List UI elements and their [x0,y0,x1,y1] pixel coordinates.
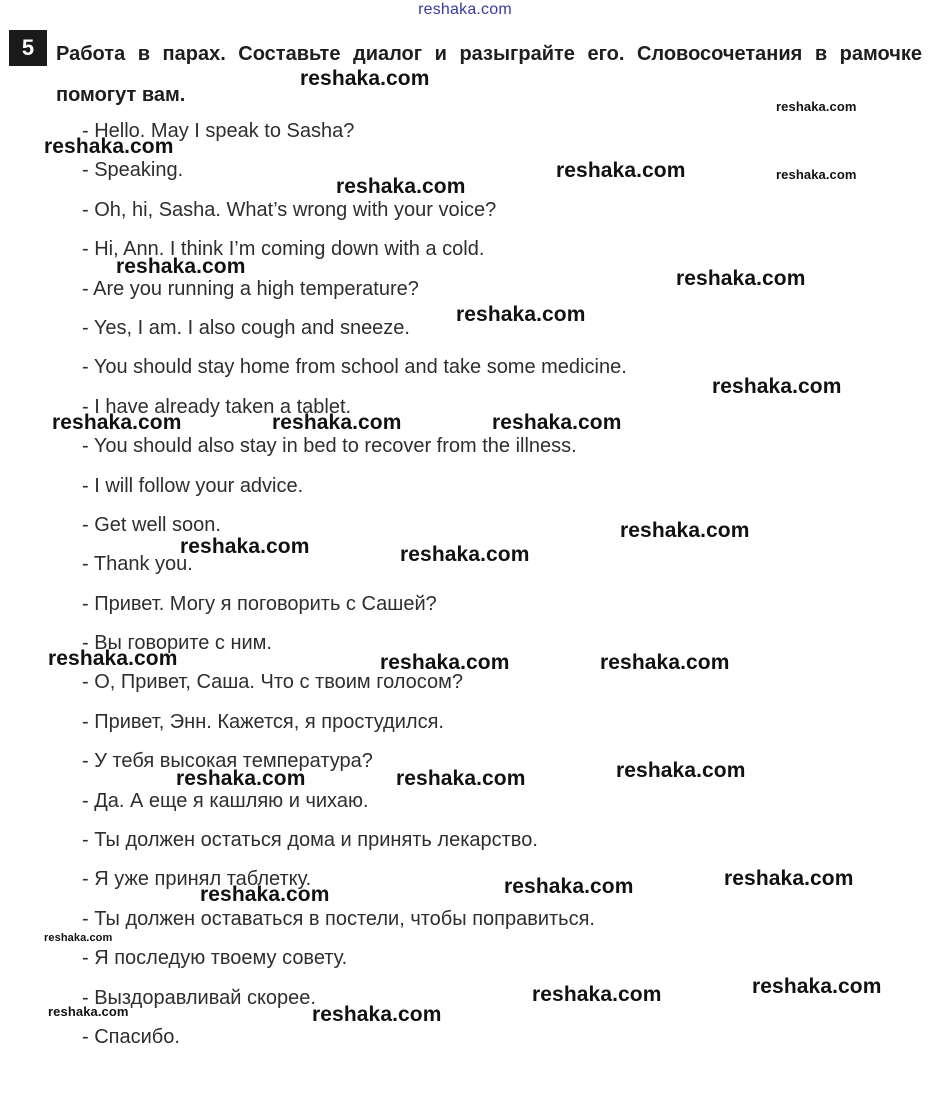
watermark: reshaka.com [776,99,857,114]
watermark: reshaka.com [300,67,430,90]
watermark: reshaka.com [380,651,510,674]
dialogue-line: - Привет, Энн. Кажется, я простудился. [82,710,444,733]
watermark: reshaka.com [336,175,466,198]
task-instruction: Работа в парах. Составьте диалог и разыграйте его. Словосочетания в рамочке помогут вам. [56,43,922,106]
watermark: reshaka.com [712,375,842,398]
dialogue-line: - Hi, Ann. I think I’m coming down with a cold. [82,238,485,261]
task-number-badge: 5 [9,30,47,66]
dialogue-line: - Спасибо. [82,1025,180,1048]
watermark: reshaka.com [400,543,530,566]
dialogue-line: - Выздоравливай скорее. [82,986,316,1009]
dialogue-line: - Привет. Могу я поговорить с Сашей? [82,592,437,615]
watermark: reshaka.com [556,159,686,182]
dialogue-line: - I have already taken a tablet. [82,395,352,418]
watermark: reshaka.com [752,975,882,998]
site-watermark-top: reshaka.com [418,1,512,18]
dialogue-line: - Я последую твоему совету. [82,947,348,970]
watermark: reshaka.com [504,875,634,898]
dialogue-line: - О, Привет, Саша. Что с твоим голосом? [82,671,463,694]
dialogue-line: - I will follow your advice. [82,474,304,497]
watermark: reshaka.com [116,255,246,278]
watermark: reshaka.com [48,647,178,670]
watermark: reshaka.com [52,411,182,434]
watermark: reshaka.com [396,767,526,790]
dialogue-line: - Да. А еще я кашляю и чихаю. [82,789,369,812]
watermark: reshaka.com [616,759,746,782]
watermark: reshaka.com [676,267,806,290]
dialogue-list [82,112,627,1057]
watermark: reshaka.com [200,883,330,906]
dialogue-line: - У тебя высокая температура? [82,750,373,773]
dialogue-line: - Hello. May I speak to Sasha? [82,120,355,142]
watermark: reshaka.com [272,411,402,434]
watermark: reshaka.com [492,411,622,434]
watermark: reshaka.com [44,135,174,158]
watermark: reshaka.com [724,867,854,890]
watermark: reshaka.com [776,167,857,182]
watermark: reshaka.com [456,303,586,326]
dialogue-line: - Ты должен оставаться в постели, чтобы поправиться. [82,907,595,930]
watermark: reshaka.com [180,535,310,558]
dialogue-line: - Get well soon. [82,513,221,536]
watermark: reshaka.com [48,1004,129,1019]
dialogue-line: - Вы говорите с ним. [82,632,272,655]
watermark: reshaka.com [600,651,730,674]
watermark: reshaka.com [620,519,750,542]
dialogue-line: - You should also stay in bed to recover from the illness. [82,435,577,458]
dialogue-line: - Ты должен остаться дома и принять лекарство. [82,829,538,852]
dialogue-line: - Speaking. [82,159,184,182]
dialogue-line: - Я уже принял таблетку. [82,868,312,891]
dialogue-line: - Thank you. [82,553,193,576]
dialogue-line: - You should stay home from school and take some medicine. [82,356,627,379]
dialogue-line: - Yes, I am. I also cough and sneeze. [82,316,410,339]
watermark: reshaka.com [176,767,306,790]
watermark: reshaka.com [532,983,662,1006]
dialogue-line: - Are you running a high temperature? [82,277,419,300]
watermark: reshaka.com [44,932,113,944]
dialogue-line: - Oh, hi, Sasha. What’s wrong with your voice? [82,198,497,221]
watermark: reshaka.com [312,1003,442,1026]
